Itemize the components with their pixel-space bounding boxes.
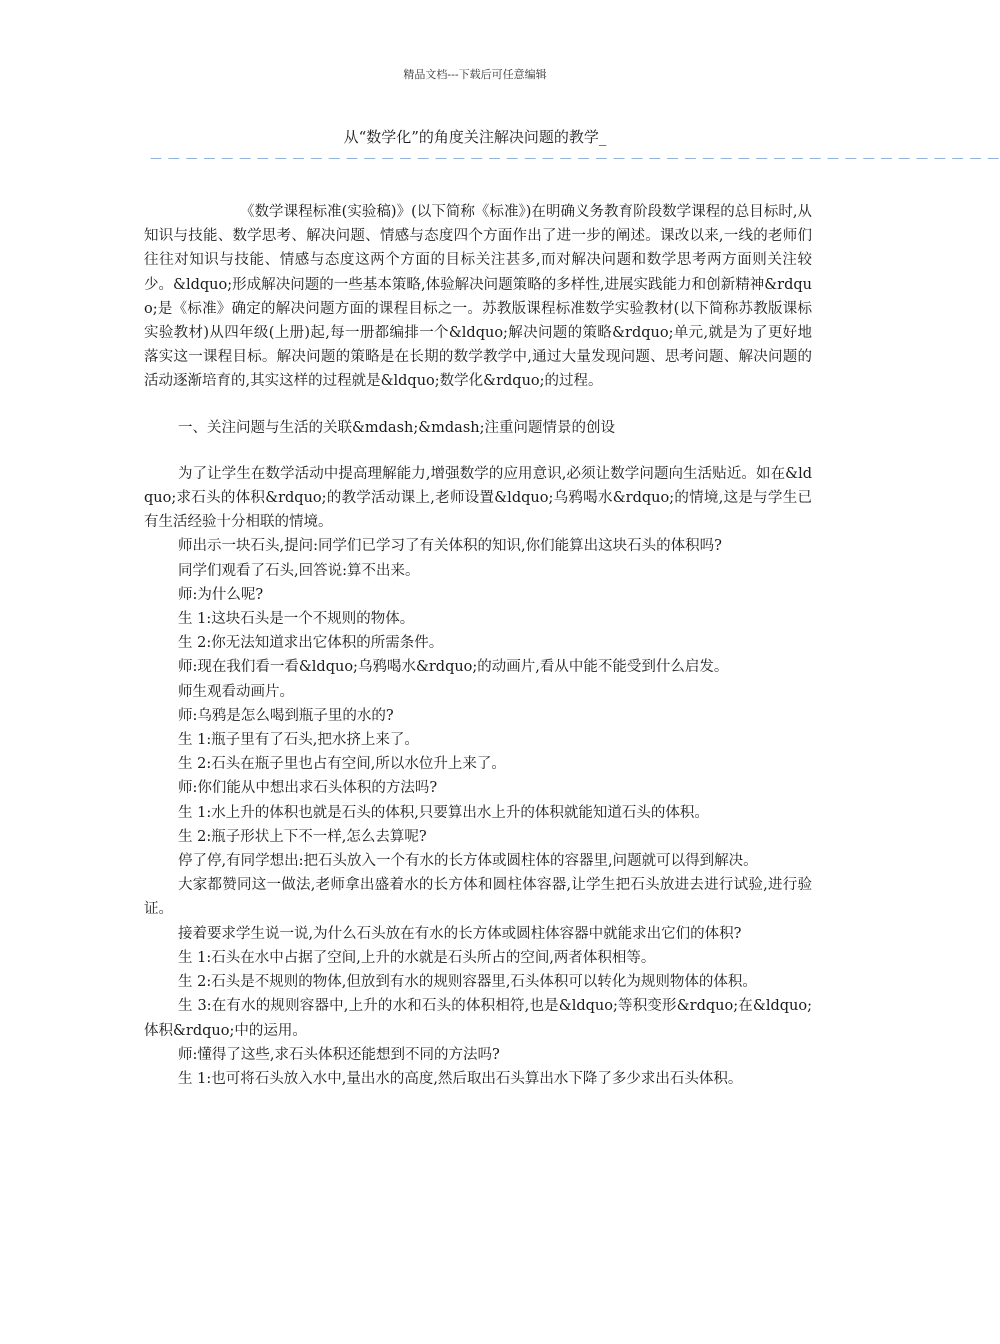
- paragraph: 大家都赞同这一做法,老师拿出盛着水的长方体和圆柱体容器,让学生把石头放进去进行试验,进行验证。: [144, 877, 812, 918]
- paragraph: 生 1:也可将石头放入水中,量出水的高度,然后取出石头算出水下降了多少求出石头体积。: [178, 1070, 743, 1087]
- paragraph: 师:你们能从中想出求石头体积的方法吗?: [178, 780, 438, 797]
- intro-paragraph: 《数学课程标准(实验稿)》(以下简称《标准》)在明确义务教育阶段数学课程的总目标时,从知识与技能、数学思考、解决问题、情感与态度四个方面作出了进一步的阐述。课改以来,一线的老师们往往对知识与技能、情感与态度这两个方面的目标关注甚多,而对解决问题和数学思考两方面则关注较少。&ldquo;形成解决问题的一些基本策略,体验解决问题策略的多样性,进展实践能力和创新精神&rdquo;是《标准》确定的解决问题方面的课程目标之一。苏教版课程标准数学实验教材(以下简称苏教版课标实验教材)从四年级(上册)起,每一册都编排一个&ldquo;解决问题的策略&rdquo;单元,就是为了更好地落实这一课程目标。解决问题的策略是在长期的数学教学中,通过大量发现问题、思考问题、解决问题的活动逐渐培育的,其实这样的过程就是&ldquo;数学化&rdquo;的过程。: [144, 204, 812, 390]
- paragraph: 生 1:石头在水中占据了空间,上升的水就是石头所占的空间,两者体积相等。: [178, 949, 656, 966]
- paragraph: 生 1:瓶子里有了石头,把水挤上来了。: [178, 732, 419, 749]
- paragraph: 师:为什么呢?: [178, 586, 264, 603]
- paragraph: 停了停,有同学想出:把石头放入一个有水的长方体或圆柱体的容器里,问题就可以得到解决。: [178, 853, 758, 870]
- paragraph: 生 2:你无法知道求出它体积的所需条件。: [178, 635, 444, 652]
- paragraph: 为了让学生在数学活动中提高理解能力,增强数学的应用意识,必须让数学问题向生活贴近。如在&ldquo;求石头的体积&rdquo;的教学活动课上,老师设置&ldquo;乌鸦喝水&rdquo;的情境,这是与学生已有生活经验十分相联的情境。: [144, 465, 812, 531]
- document-title: 从“数学化”的角度关注解决问题的教学_: [343, 128, 607, 146]
- title-divider: — — — — — — — — — — — — — — — — — — — — — — — — — — — — — — — — — — — — — — — — — — — — — — — —: [150, 151, 1000, 165]
- paragraph: 师出示一块石头,提问:同学们已学习了有关体积的知识,你们能算出这块石头的体积吗?: [178, 538, 722, 555]
- section-heading-1: 一、关注问题与生活的关联&mdash;&mdash;注重问题情景的创设: [178, 419, 615, 436]
- document-body: [144, 200, 812, 1091]
- paragraph: 师:乌鸦是怎么喝到瓶子里的水的?: [178, 707, 394, 724]
- paragraph: 师:懂得了这些,求石头体积还能想到不同的方法吗?: [178, 1046, 500, 1063]
- paragraph: 生 1:这块石头是一个不规则的物体。: [178, 611, 415, 628]
- paragraph: 生 1:水上升的体积也就是石头的体积,只要算出水上升的体积就能知道石头的体积。: [178, 804, 709, 821]
- paragraph: 生 2:石头在瓶子里也占有空间,所以水位升上来了。: [178, 756, 506, 773]
- page-header: 精品文档---下载后可任意编辑: [403, 68, 547, 81]
- paragraph: 生 2:石头是不规则的物体,但放到有水的规则容器里,石头体积可以转化为规则物体的体积。: [178, 974, 757, 991]
- paragraph: 生 2:瓶子形状上下不一样,怎么去算呢?: [178, 828, 427, 845]
- paragraph: 接着要求学生说一说,为什么石头放在有水的长方体或圆柱体容器中就能求出它们的体积?: [178, 925, 742, 942]
- paragraph: 师生观看动画片。: [178, 683, 294, 700]
- paragraph: 师:现在我们看一看&ldquo;乌鸦喝水&rdquo;的动画片,看从中能不能受到什么启发。: [178, 659, 729, 676]
- paragraph: 同学们观看了石头,回答说:算不出来。: [178, 562, 420, 579]
- paragraph: 生 3:在有水的规则容器中,上升的水和石头的体积相符,也是&ldquo;等积变形&rdquo;在&ldquo;体积&rdquo;中的运用。: [144, 998, 812, 1039]
